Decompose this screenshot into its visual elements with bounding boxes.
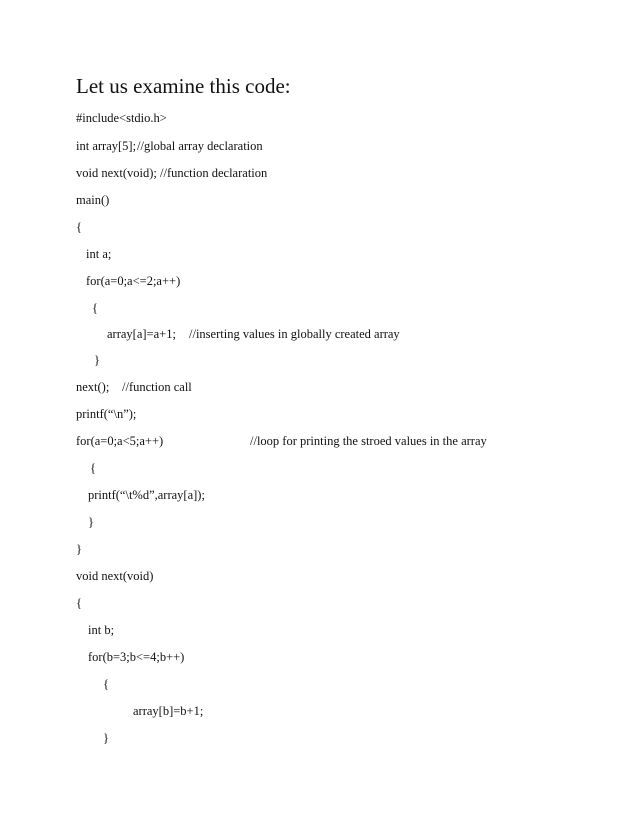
code-comment: //global array declaration xyxy=(137,139,263,153)
code-line-next-open-brace: { xyxy=(76,596,82,610)
code-comment: //function call xyxy=(122,380,192,394)
code-line-for-a-close-brace: } xyxy=(94,353,100,367)
code-line-int-b: int b; xyxy=(88,623,115,637)
code-line-next-call xyxy=(76,379,192,395)
code-line-for-print xyxy=(76,433,487,449)
code-comment: //loop for printing the stroed values in the array xyxy=(250,434,487,448)
code-text: for(a=0;a<5;a++) xyxy=(76,434,164,448)
code-line-for-b-close-brace: } xyxy=(103,731,109,745)
code-line-main: main() xyxy=(76,193,110,207)
code-line-main-open-brace: { xyxy=(76,220,82,234)
code-text: next(); xyxy=(76,380,110,394)
page-heading: Let us examine this code: xyxy=(76,74,291,98)
code-line-for-print-open-brace: { xyxy=(90,461,96,475)
code-comment: //inserting values in globally created array xyxy=(189,327,400,341)
code-line-assign-a xyxy=(107,326,400,342)
code-line-for-b: for(b=3;b<=4;b++) xyxy=(88,650,185,664)
code-text: array[a]=a+1; xyxy=(107,327,176,341)
code-line-for-b-open-brace: { xyxy=(103,677,109,691)
code-line-for-a-open-brace: { xyxy=(92,301,98,315)
code-line-next-definition: void next(void) xyxy=(76,569,154,583)
code-line-function-declaration: void next(void); //function declaration xyxy=(76,166,268,180)
code-line-printf-newline: printf(“\n”); xyxy=(76,407,137,421)
code-line-int-a: int a; xyxy=(86,247,112,261)
code-line-include: #include<stdio.h> xyxy=(76,111,167,125)
code-line-assign-b: array[b]=b+1; xyxy=(133,704,204,718)
code-text: int array[5]; xyxy=(76,139,137,153)
code-line-for-a: for(a=0;a<=2;a++) xyxy=(86,274,181,288)
code-line-printf-array: printf(“\t%d”,array[a]); xyxy=(88,488,205,502)
code-line-array-declaration xyxy=(76,138,263,154)
code-line-for-print-close-brace: } xyxy=(88,515,94,529)
code-line-main-close-brace: } xyxy=(76,542,82,556)
